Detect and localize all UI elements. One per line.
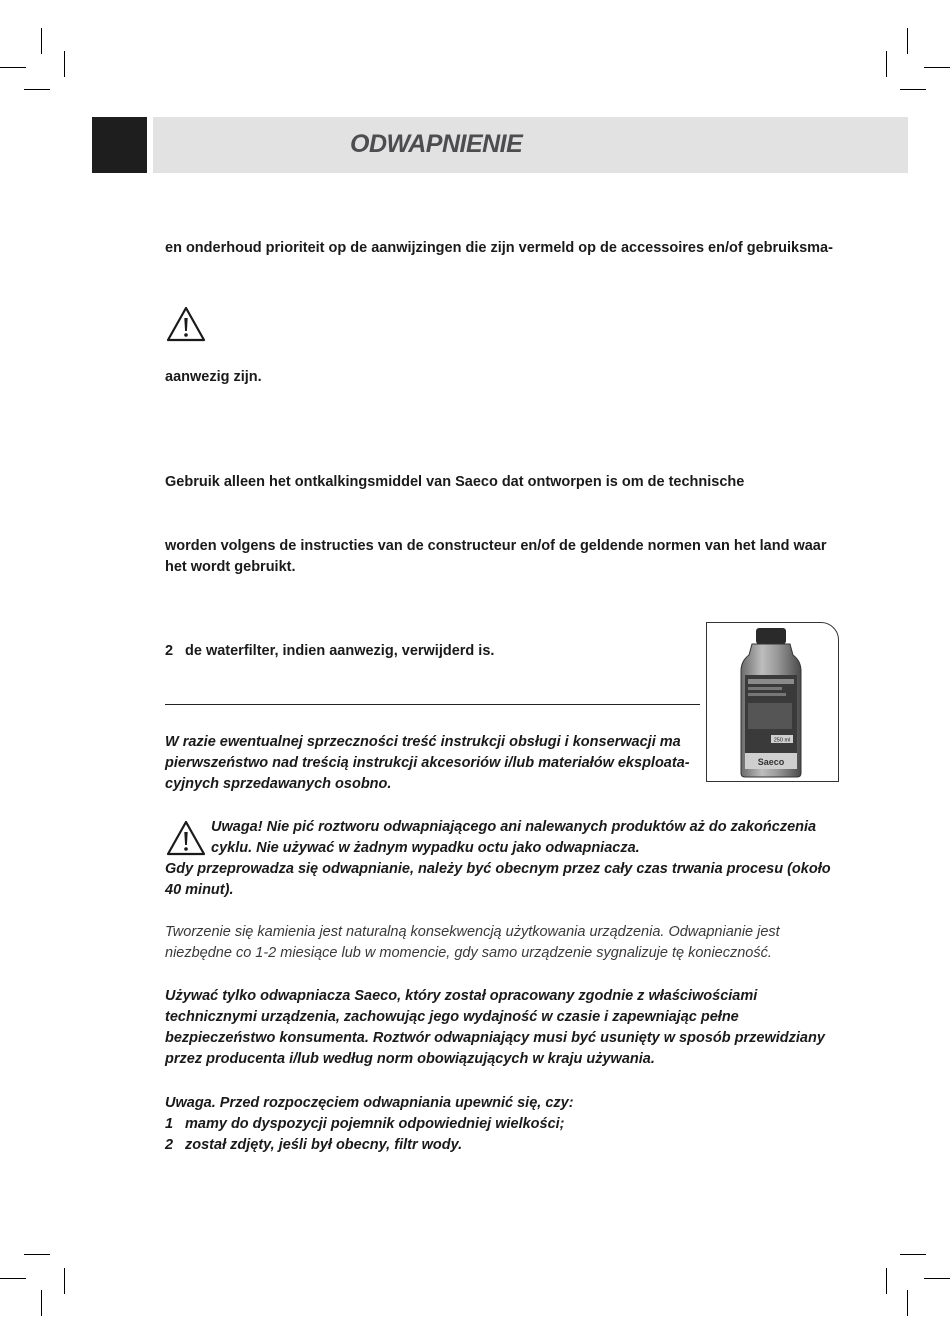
- warning-triangle-icon: [166, 820, 206, 856]
- page-title: ODWAPNIENIE: [350, 130, 523, 158]
- crop-mark: [0, 1278, 26, 1279]
- crop-mark: [924, 1278, 950, 1279]
- crop-mark: [886, 1268, 887, 1294]
- dutch-line: Gebruik alleen het ontkalkingsmiddel van Saeco dat ontworpen is om de technische: [165, 474, 745, 490]
- dutch-line: worden volgens de instructies van de constructeur en/of de geldende normen van het land waar: [165, 538, 827, 554]
- crop-mark: [24, 1254, 50, 1255]
- crop-mark: [64, 51, 65, 77]
- crop-mark: [886, 51, 887, 77]
- polish-paragraph-line: przez producenta i/lub według norm obowiązujących w kraju używania.: [165, 1051, 655, 1067]
- dutch-line: en onderhoud prioriteit op de aanwijzingen die zijn vermeld op de accessoires en/of gebruiksma-: [165, 240, 833, 256]
- crop-mark: [24, 89, 50, 90]
- crop-mark: [907, 28, 908, 54]
- warning-triangle-icon: [166, 306, 206, 342]
- polish-paragraph-line: Tworzenie się kamienia jest naturalną konsekwencją użytkowania urządzenia. Odwapnianie jest: [165, 924, 780, 940]
- polish-paragraph-line: W razie ewentualnej sprzeczności treść instrukcji obsługi i konserwacji ma: [165, 734, 681, 750]
- polish-paragraph-line: technicznymi urządzenia, zachowując jego wydajność w czasie i zapewniając pełne: [165, 1009, 739, 1025]
- polish-paragraph-line: 40 minut).: [165, 882, 234, 898]
- list-item: [165, 1114, 565, 1135]
- header-marker-block: [92, 117, 147, 173]
- crop-mark: [41, 28, 42, 54]
- section-divider: [165, 704, 700, 705]
- list-text: mamy do dyspozycji pojemnik odpowiedniej wielkości;: [185, 1116, 565, 1132]
- polish-paragraph-line: cyjnych sprzedawanych osobno.: [165, 776, 392, 792]
- header-band: [153, 117, 908, 173]
- list-number: 2: [165, 1137, 174, 1153]
- warning-text-line: Uwaga! Nie pić roztworu odwapniającego ani nalewanych produktów aż do zakończenia: [211, 819, 817, 835]
- bottle-volume-label: 250 ml: [773, 737, 791, 744]
- polish-paragraph-line: Używać tylko odwapniacza Saeco, który został opracowany zgodnie z właściwościami: [165, 988, 758, 1004]
- dutch-line: het wordt gebruikt.: [165, 559, 296, 575]
- polish-paragraph-line: bezpieczeństwo konsumenta. Roztwór odwapniający musi być usunięty w sposób przewidziany: [165, 1030, 825, 1046]
- polish-paragraph-line: Gdy przeprowadza się odwapnianie, należy być obecnym przez cały czas trwania procesu (około: [165, 861, 831, 877]
- crop-mark: [924, 67, 950, 68]
- crop-mark: [41, 1290, 42, 1316]
- list-number: 1: [165, 1116, 174, 1132]
- crop-mark: [0, 67, 26, 68]
- product-image-frame: [706, 622, 839, 782]
- crop-mark: [64, 1268, 65, 1294]
- list-text: został zdjęty, jeśli był obecny, filtr wody.: [185, 1137, 463, 1153]
- crop-mark: [900, 1254, 926, 1255]
- dutch-list-item: [165, 641, 494, 662]
- polish-paragraph-line: niezbędne co 1-2 miesiące lub w momencie, gdy samo urządzenie sygnalizuje tę konieczność.: [165, 945, 772, 961]
- list-text: de waterfilter, indien aanwezig, verwijderd is.: [185, 643, 495, 659]
- crop-mark: [907, 1290, 908, 1316]
- dutch-line: aanwezig zijn.: [165, 369, 262, 385]
- warning-text-line: cyklu. Nie używać w żadnym wypadku octu jako odwapniacza.: [211, 840, 640, 856]
- list-number: 2: [165, 643, 174, 659]
- bottle-brand-label: Saeco: [757, 757, 785, 767]
- crop-mark: [900, 89, 926, 90]
- polish-paragraph-line: Uwaga. Przed rozpoczęciem odwapniania upewnić się, czy:: [165, 1095, 574, 1111]
- polish-paragraph-line: pierwszeństwo nad treścią instrukcji akcesoriów i/lub materiałów eksploata-: [165, 755, 690, 771]
- descaler-bottle-image: [707, 623, 837, 780]
- list-item: [165, 1135, 462, 1156]
